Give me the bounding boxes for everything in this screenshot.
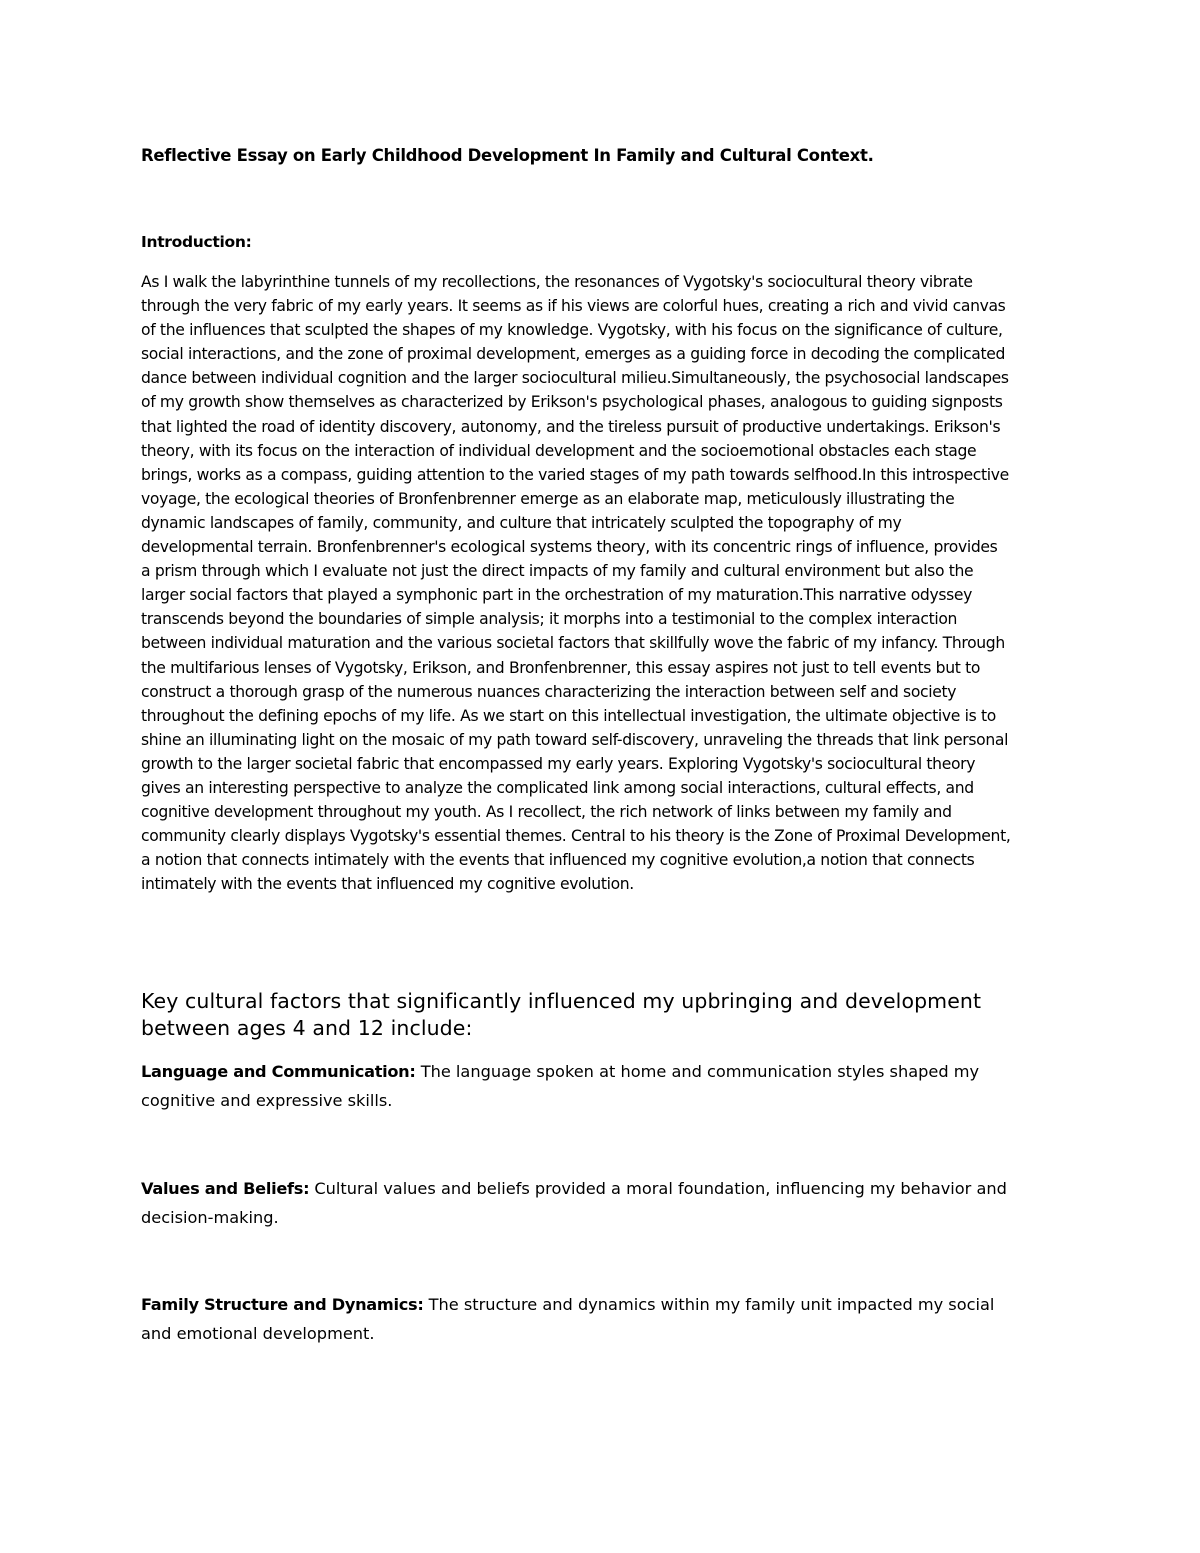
factor-label: Language and Communication:: [141, 1062, 416, 1081]
introduction-line: throughout the defining epochs of my life. As we start on this intellectual investigation, the ultimate objective is to: [141, 706, 996, 725]
introduction-line: dynamic landscapes of family, community, and culture that intricately sculpted the topography of my: [141, 513, 902, 532]
introduction-line: developmental terrain. Bronfenbrenner's ecological systems theory, with its concentric rings of influence, provides: [141, 538, 998, 557]
introduction-line: of the influences that sculpted the shapes of my knowledge. Vygotsky, with his focus on the significance of culture,: [141, 321, 1003, 340]
introduction-line: a prism through which I evaluate not just the direct impacts of my family and cultural environment but also the: [141, 562, 974, 581]
factor-text-continued: and emotional development.: [141, 1324, 375, 1343]
factor-values-beliefs: [141, 1174, 1081, 1232]
factor-text: The structure and dynamics within my family unit impacted my social: [423, 1295, 995, 1314]
factor-text: Cultural values and beliefs provided a moral foundation, influencing my behavior and: [309, 1179, 1007, 1198]
introduction-heading: Introduction:: [141, 233, 252, 251]
introduction-line: of my growth show themselves as characterized by Erikson's psychological phases, analogous to guiding signposts: [141, 393, 1003, 412]
factor-line: [141, 1290, 1081, 1319]
introduction-line: that lighted the road of identity discovery, autonomy, and the tireless pursuit of productive undertakings. Erikson's: [141, 417, 1001, 436]
factor-label: Values and Beliefs:: [141, 1179, 310, 1198]
introduction-line: As I walk the labyrinthine tunnels of my recollections, the resonances of Vygotsky's sociocultural theory vibrate: [141, 273, 973, 291]
factor-text: The language spoken at home and communication styles shaped my: [415, 1062, 980, 1081]
factor-language-communication: [141, 1057, 1081, 1115]
factor-line: [141, 1057, 1081, 1086]
introduction-line: a notion that connects intimately with the events that influenced my cognitive evolution,a notion that connects: [141, 851, 975, 870]
introduction-line: the multifarious lenses of Vygotsky, Erikson, and Bronfenbrenner, this essay aspires not just to tell events but to: [141, 658, 981, 677]
introduction-line: between individual maturation and the various societal factors that skillfully wove the fabric of my infancy. Through: [141, 634, 1005, 653]
introduction-line: construct a thorough grasp of the numerous nuances characterizing the interaction between self and society: [141, 682, 957, 701]
introduction-line: shine an illuminating light on the mosaic of my path toward self-discovery, unraveling the threads that link personal: [141, 730, 1009, 749]
introduction-line: social interactions, and the zone of proximal development, emerges as a guiding force in decoding the complicated: [141, 345, 1006, 364]
key-factors-heading-line: between ages 4 and 12 include:: [141, 1016, 473, 1040]
key-factors-heading: [141, 988, 1081, 1042]
introduction-line: brings, works as a compass, guiding attention to the varied stages of my path towards selfhood.In this introspective: [141, 465, 1009, 484]
introduction-line: community clearly displays Vygotsky's essential themes. Central to his theory is the Zone of Proximal Development,: [141, 827, 1011, 846]
key-factors-heading-line: Key cultural factors that significantly influenced my upbringing and development: [141, 989, 982, 1013]
introduction-line: voyage, the ecological theories of Bronfenbrenner emerge as an elaborate map, meticulously illustrating the: [141, 489, 955, 508]
factor-text-continued: cognitive and expressive skills.: [141, 1091, 393, 1110]
introduction-line: theory, with its focus on the interaction of individual development and the socioemotional obstacles each stage: [141, 441, 977, 460]
introduction-line: through the very fabric of my early years. It seems as if his views are colorful hues, creating a rich and vivid canvas: [141, 297, 1006, 316]
factor-text-continued: decision-making.: [141, 1208, 279, 1227]
introduction-line: dance between individual cognition and the larger sociocultural milieu.Simultaneously, the psychosocial landscapes: [141, 369, 1009, 388]
introduction-line: intimately with the events that influenced my cognitive evolution.: [141, 875, 634, 894]
introduction-line: gives an interesting perspective to analyze the complicated link among social interactions, cultural effects, and: [141, 778, 974, 797]
introduction-line: growth to the larger societal fabric that encompassed my early years. Exploring Vygotsky's sociocultural theory: [141, 754, 976, 773]
introduction-paragraph: [141, 270, 1076, 896]
factor-label: Family Structure and Dynamics:: [141, 1295, 424, 1314]
introduction-line: cognitive development throughout my youth. As I recollect, the rich network of links between my family and: [141, 803, 952, 822]
factor-family-structure: [141, 1290, 1081, 1348]
introduction-line: transcends beyond the boundaries of simple analysis; it morphs into a testimonial to the complex interaction: [141, 610, 958, 629]
document-title: Reflective Essay on Early Childhood Development In Family and Cultural Context.: [141, 146, 874, 165]
factor-line: [141, 1174, 1081, 1203]
introduction-line: larger social factors that played a symphonic part in the orchestration of my maturation.This narrative odyssey: [141, 586, 973, 605]
